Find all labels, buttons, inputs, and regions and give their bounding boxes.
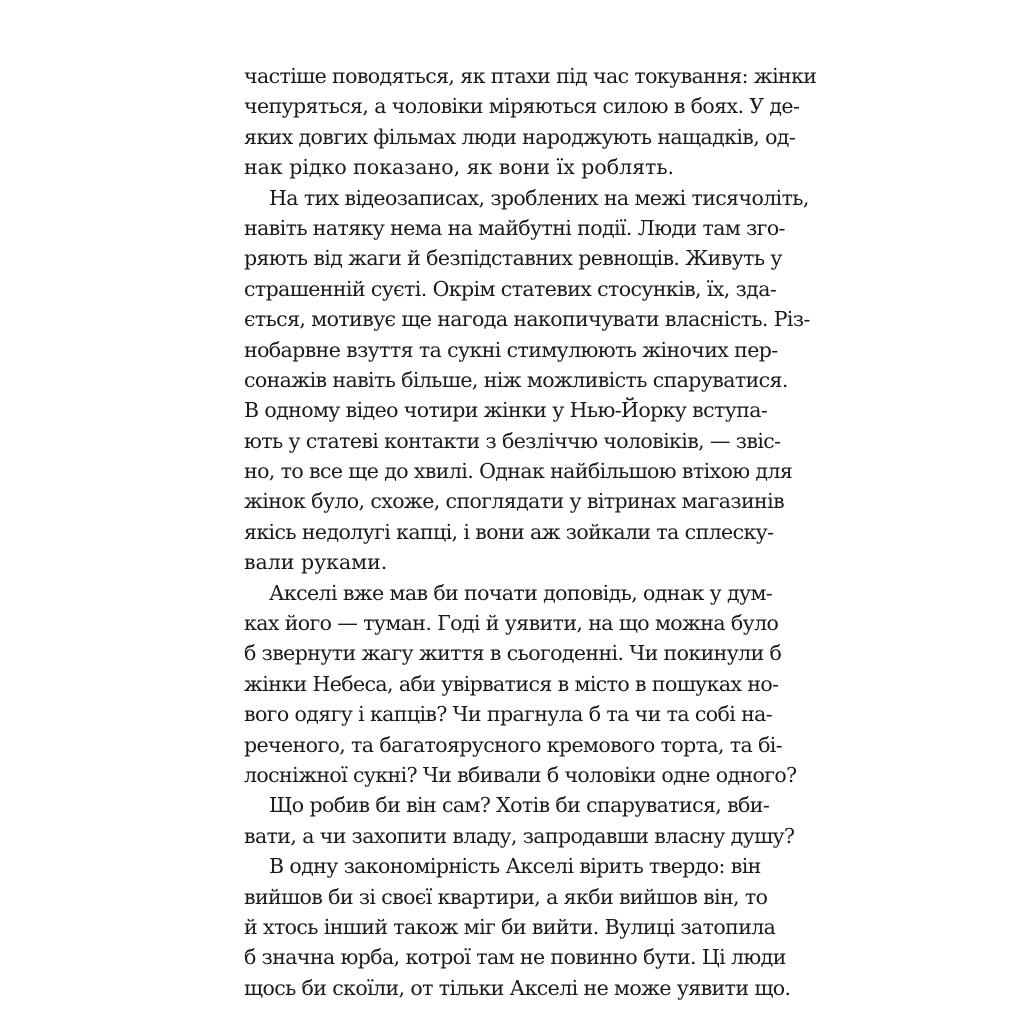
text-line: ряють від жаги й безпідставних ревнощів. Живуть у <box>244 246 782 271</box>
text-line: Що робив би він сам? Хотів би спаруватися, вби- <box>269 793 770 818</box>
text-line: частіше поводяться, як птахи під час токування: жінки <box>244 64 817 88</box>
text-line: ється, мотивує ще нагода накопичувати власність. Різ- <box>244 307 810 332</box>
paragraph-5 <box>244 851 791 1003</box>
text-line: якісь недолугі капці, і вони аж зойкали та сплеску- <box>244 519 774 544</box>
text-line: На тих відеозаписах, зроблених на межі тисячоліть, <box>269 185 809 210</box>
text-line: лосніжної сукні? Чи вбивали б чоловіки одне одного? <box>244 762 797 787</box>
text-line: нак рідко показано, як вони їх роблять. <box>244 155 675 180</box>
text-line: вийшов би зі своєї квартири, а якби вийшов він, то <box>244 884 768 909</box>
paragraph-1 <box>244 61 817 183</box>
text-line: б звернути жагу життя в сьогоденні. Чи покинули б <box>244 641 782 666</box>
text-line: б значна юрба, котрої там не повинно бути. Ці люди <box>244 945 786 970</box>
text-line: й хтось інший також міг би вийти. Вулиці затопила <box>244 914 776 939</box>
text-line: реченого, та багатоярусного кремового торта, та бі- <box>244 732 783 757</box>
text-line: яких довгих фільмах люди народжують нащадків, од- <box>244 124 796 149</box>
text-line: но, то все ще до хвилі. Однак найбільшою втіхою для <box>244 459 793 484</box>
text-line: В одному відео чотири жінки у Нью-Йорку вступа- <box>244 398 768 423</box>
text-line: вали руками. <box>244 550 388 575</box>
text-line: ках його — туман. Годі й уявити, на що можна було <box>244 611 779 636</box>
text-line: нобарвне взуття та сукні стимулюють жіночих пер- <box>244 337 778 362</box>
text-line: жінки Небеса, аби увірватися в місто в пошуках но- <box>244 671 779 696</box>
text-line: жінок було, схоже, споглядати у вітринах магазинів <box>244 489 785 514</box>
text-line: вого одягу і капців? Чи прагнула б та чи та собі на- <box>244 702 773 727</box>
text-line: чепуряться, а чоловіки міряються силою в боях. У де- <box>244 94 800 119</box>
text-line: вати, а чи захопити владу, запродавши власну душу? <box>244 823 795 848</box>
text-line: навіть натяку нема на майбутні події. Люди там зго- <box>244 215 785 240</box>
book-page <box>244 61 817 1003</box>
paragraph-3 <box>244 578 797 791</box>
text-line: В одну закономірність Акселі вірить твердо: він <box>269 854 761 879</box>
text-line: страшенній суєті. Окрім статевих стосунків, їх, зда- <box>244 276 777 301</box>
text-line: щось би скоїли, от тільки Акселі не може уявити що. <box>244 975 791 1000</box>
text-line: Акселі вже мав би почати доповідь, однак у дум- <box>269 580 773 605</box>
paragraph-4 <box>244 790 795 851</box>
paragraph-2 <box>244 183 810 578</box>
text-line: ють у статеві контакти з безліччю чоловіків, — звіс- <box>244 428 781 453</box>
text-line: сонажів навіть більше, ніж можливість спаруватися. <box>244 367 788 392</box>
